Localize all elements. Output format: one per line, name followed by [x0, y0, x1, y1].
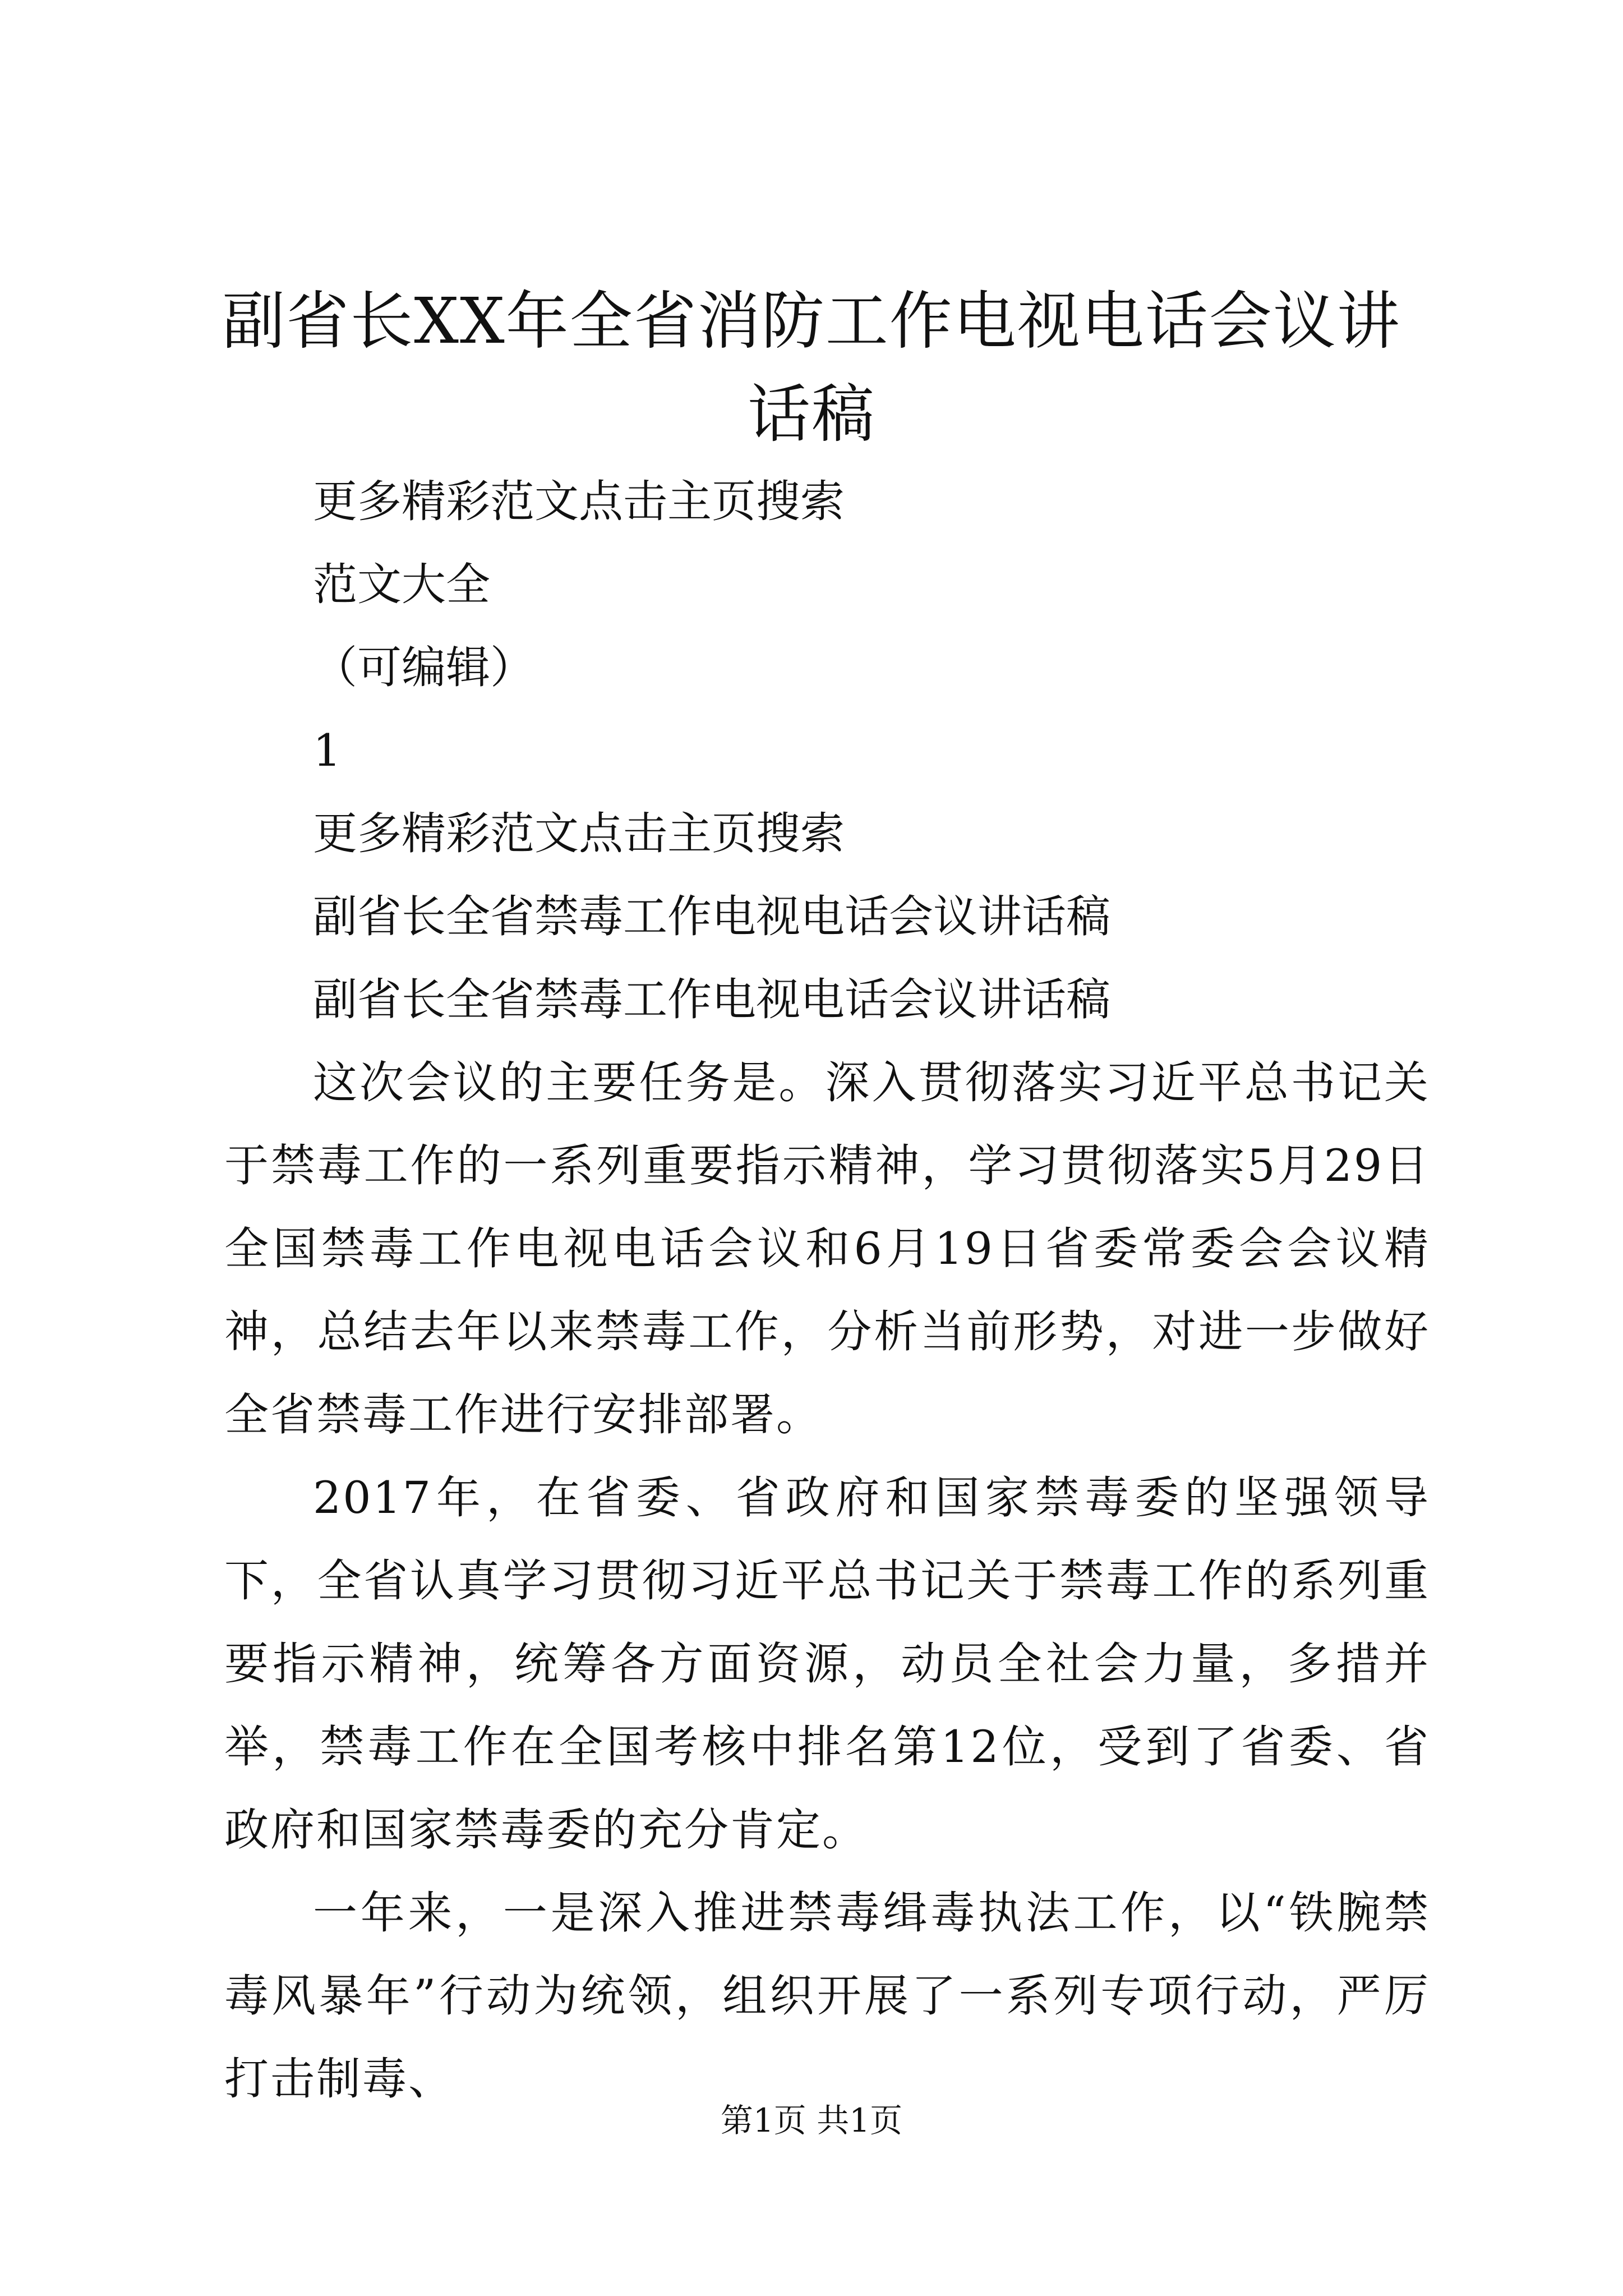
body-paragraph: 一年来，一是深入推进禁毒缉毒执法工作，以“铁腕禁毒风暴年”行动为统领，组织开展了一系列专项行动，严厉打击制毒、 — [224, 1887, 1430, 2105]
subtitle-line: 副省长全省禁毒工作电视电话会议讲话稿 — [313, 891, 1110, 942]
promo-line: 范文大全 — [313, 559, 490, 610]
promo-line: 1 — [313, 725, 342, 776]
promo-line: （可编辑） — [313, 642, 534, 693]
body-paragraph: 这次会议的主要任务是。深入贯彻落实习近平总书记关于禁毒工作的一系列重要指示精神，学习贯彻落实5月29日全国禁毒工作电视电话会议和6月19日省委常委会会议精神，总结去年以来禁毒工作，分析当前形势，对进一步做好全省禁毒工作进行安排部署。 — [224, 1057, 1430, 1441]
body-paragraph: 2017年，在省委、省政府和国家禁毒委的坚强领导下，全省认真学习贯彻习近平总书记关于禁毒工作的系列重要指示精神，统筹各方面资源，动员全社会力量，多措并举，禁毒工作在全国考核中排名第12位，受到了省委、省政府和国家禁毒委的充分肯定。 — [224, 1472, 1430, 1856]
document-title: 副省长XX年全省消防工作电视电话会议讲话稿 — [222, 285, 1401, 451]
page-footer: 第1页 共1页 — [720, 2101, 903, 2139]
promo-line: 更多精彩范文点击主页搜索 — [313, 808, 845, 859]
promo-line: 更多精彩范文点击主页搜索 — [313, 476, 845, 527]
subtitle-line: 副省长全省禁毒工作电视电话会议讲话稿 — [313, 974, 1110, 1025]
document-body — [224, 460, 1430, 2120]
